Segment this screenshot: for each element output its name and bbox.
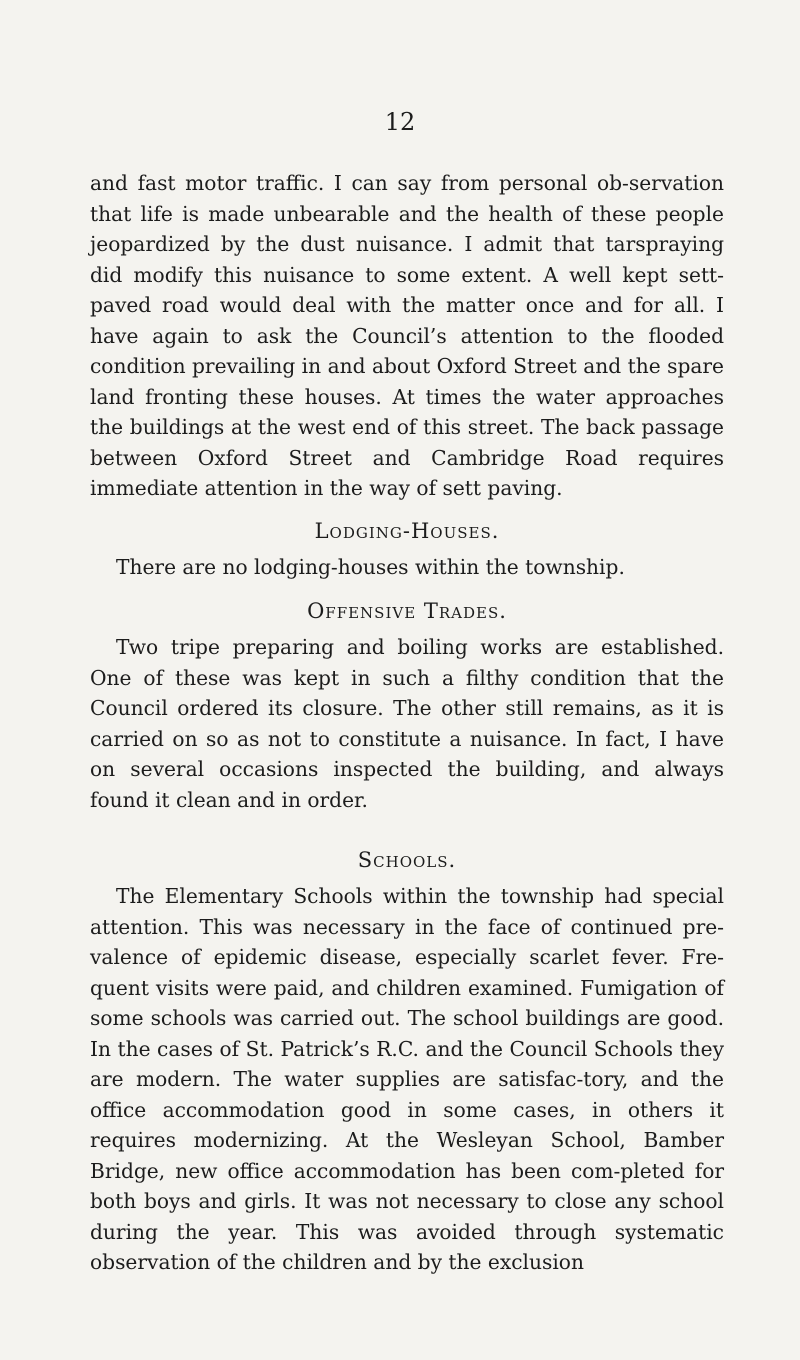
page-body — [90, 168, 724, 1278]
heading-offensive-trades: Offensive Trades. — [307, 599, 507, 623]
page-number: 12 — [384, 108, 416, 136]
paragraph-lodging-houses: There are no lodging-houses within the township. — [116, 554, 625, 579]
heading-schools: Schools. — [357, 848, 457, 872]
paragraph-offensive-trades: Two tripe preparing and boiling works are established. One of these was kept in such a filthy condition that the Council ordered its closure. The other still remains, as it is carried on so as not to constitute a nuisance. In fact, I have on several occasions inspected the building, and always found it clean and in order. — [90, 635, 724, 812]
paragraph-dust-nuisance: and fast motor traffic. I can say from personal ob-servation that life is made unbearable and the health of these people jeopardized by the dust nuisance. I admit that tarspraying did modify this nuisance to some extent. A well kept sett-paved road would deal with the matter once and for all. I have again to ask the Council’s attention to the flooded condition prevailing in and about Oxford Street and the spare land fronting these houses. At times the water approaches the buildings at the west end of this street. The back passage between Oxford Street and Cambridge Road requires immediate attention in the way of sett paving. — [90, 171, 724, 500]
heading-lodging-houses: Lodging-Houses. — [314, 518, 500, 543]
paragraph-schools: The Elementary Schools within the township had special attention. This was necessary in the face of continued pre-valence of epidemic disease, especially scarlet fever. Fre-quent visits were paid, and children examined. Fumigation of some schools was carried out. The school buildings are good. In the cases of St. Patrick’s R.C. and the Council Schools they are modern. The water supplies are satisfac-tory, and the office accommodation good in some cases, in others it requires modernizing. At the Wesleyan School, Bamber Bridge, new office accommodation has been com-pleted for both boys and girls. It was not necessary to close any school during the year. This was avoided through systematic observation of the children and by the exclusion — [90, 884, 724, 1274]
